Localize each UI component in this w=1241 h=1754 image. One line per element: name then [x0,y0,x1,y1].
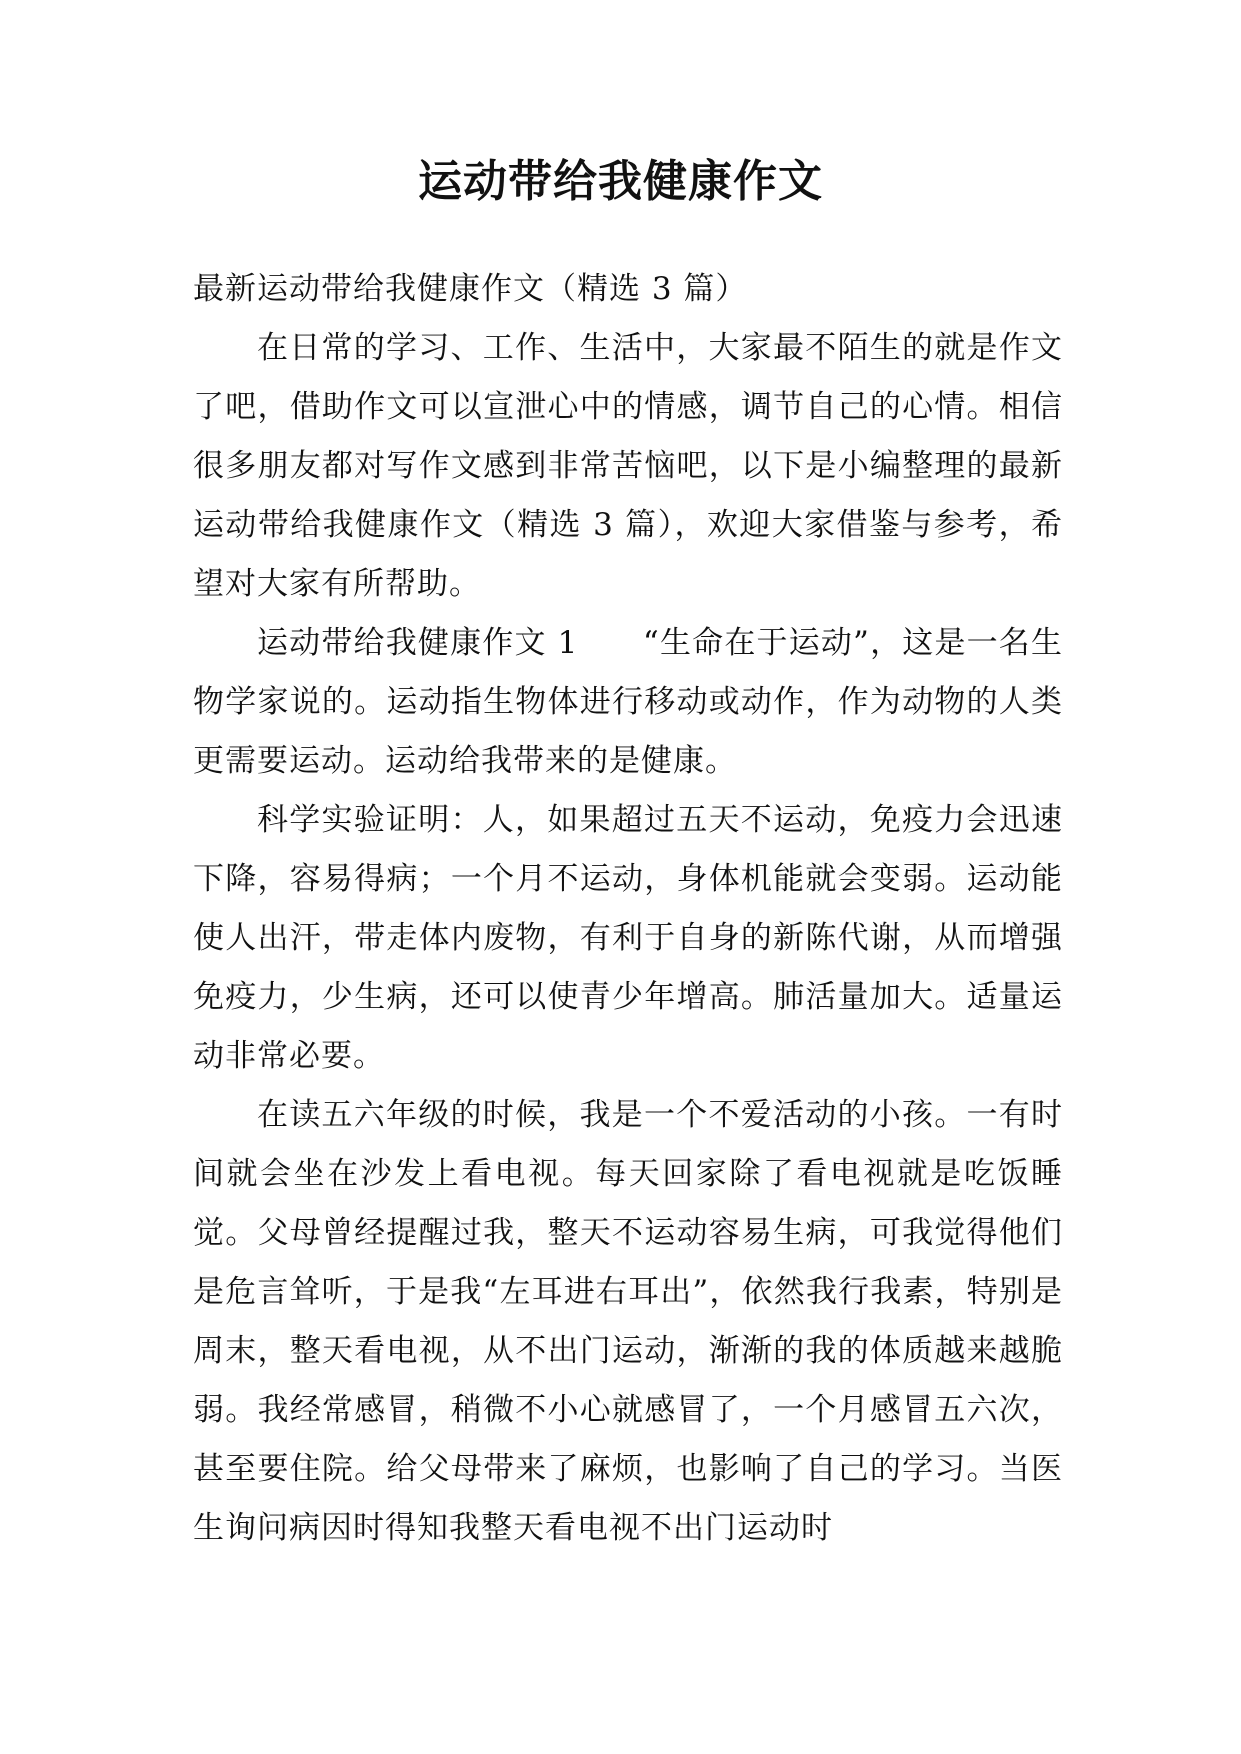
document-body [193,260,1063,1558]
paragraph-science: 科学实验证明：人，如果超过五天不运动，免疫力会迅速下降，容易得病；一个月不运动，身体机能就会变弱。运动能使人出汗，带走体内废物，有利于自身的新陈代谢，从而增强免疫力，少生病，还可以使青少年增高。肺活量加大。适量运动非常必要。 [193,802,1063,1074]
document-title: 运动带给我健康作文 [418,156,823,207]
paragraph-essay-1-opening: 运动带给我健康作文 1 “生命在于运动”，这是一名生物学家说的。运动指生物体进行移动或动作，作为动物的人类更需要运动。运动给我带来的是健康。 [193,625,1063,779]
document-subtitle: 最新运动带给我健康作文（精选 3 篇） [193,271,748,307]
paragraph-childhood: 在读五六年级的时候，我是一个不爱活动的小孩。一有时间就会坐在沙发上看电视。每天回家除了看电视就是吃饭睡觉。父母曾经提醒过我，整天不运动容易生病，可我觉得他们是危言耸听，于是我“左耳进右耳出”，依然我行我素，特别是周末，整天看电视，从不出门运动，渐渐的我的体质越来越脆弱。我经常感冒，稍微不小心就感冒了，一个月感冒五六次，甚至要住院。给父母带来了麻烦，也影响了自己的学习。当医生询问病因时得知我整天看电视不出门运动时 [193,1097,1063,1546]
paragraph-intro: 在日常的学习、工作、生活中，大家最不陌生的就是作文了吧，借助作文可以宣泄心中的情感，调节自己的心情。相信很多朋友都对写作文感到非常苦恼吧，以下是小编整理的最新运动带给我健康作文（精选 3 篇），欢迎大家借鉴与参考，希望对大家有所帮助。 [193,330,1063,602]
